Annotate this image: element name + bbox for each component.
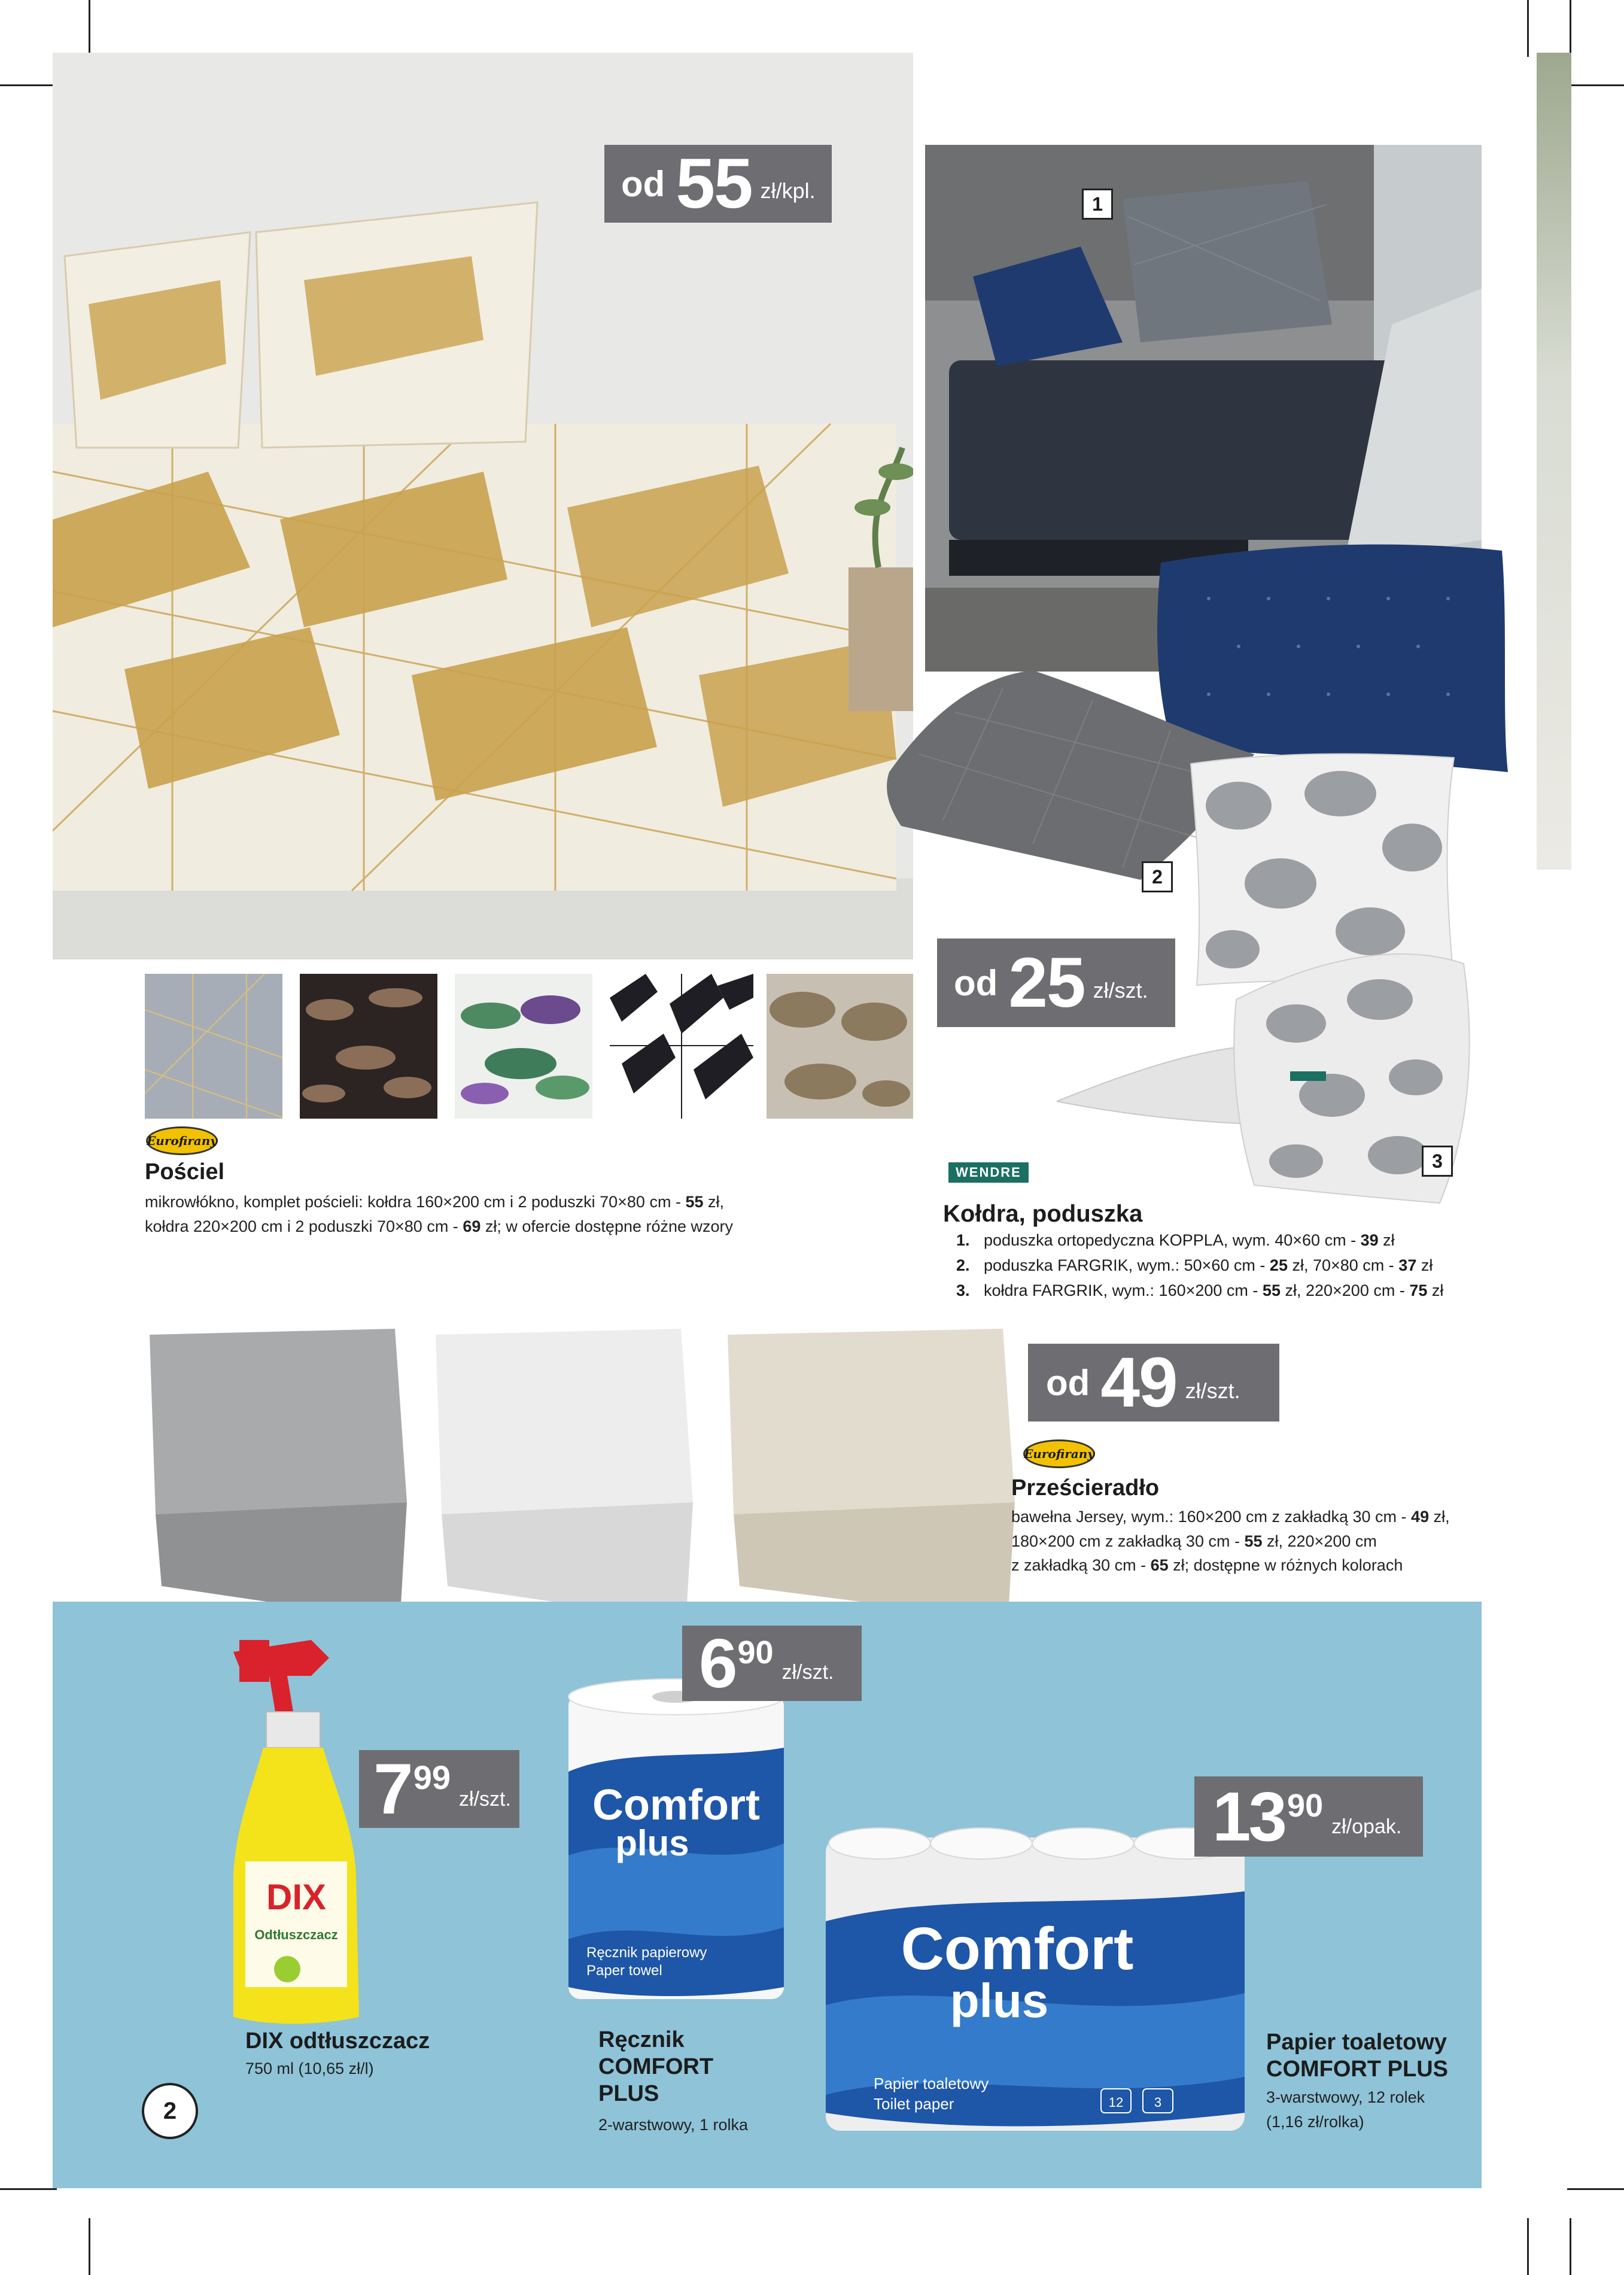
page-number: 2 [142, 2083, 198, 2139]
pillows-title: Kołdra, poduszka [943, 1201, 1143, 1227]
sheet-desc-line3: z zakładką 30 cm - 65 zł; dostępne w różnych kolorach [1011, 1556, 1403, 1574]
sheet-title: Prześcieradło [1011, 1475, 1160, 1501]
toilet-pack-ply: 3 [1154, 2095, 1162, 2110]
towel-title-line2: COMFORT [598, 2054, 714, 2079]
price-prefix: od [621, 163, 665, 204]
price-unit: zł/szt. [459, 1788, 511, 1811]
towel-title [598, 2027, 713, 2107]
toilet-pack-plus: plus [950, 1974, 1049, 2027]
price-value: 49 [1100, 1343, 1177, 1422]
item-number-box-2: 2 [1142, 861, 1173, 892]
pillows-price-tag [937, 938, 1175, 1027]
pattern-swatch-beige-leaves [767, 974, 913, 1119]
toilet-description [1266, 2085, 1425, 2134]
towel-price-tag [682, 1626, 862, 1701]
toilet-desc-line2: (1,16 zł/rolka) [1266, 2112, 1364, 2131]
crop-mark [1570, 0, 1571, 57]
price-main: 6 [699, 1624, 735, 1702]
price-prefix: od [954, 962, 998, 1003]
pillows-item-1: 1. poduszka ortopedyczna KOPPLA, wym. 40×60 cm - 39 zł [956, 1231, 1395, 1249]
bedding-title: Pościel [145, 1159, 225, 1184]
price-unit: zł/opak. [1331, 1815, 1402, 1838]
sheet-desc-line1: bawełna Jersey, wym.: 160×200 cm z zakładką 30 cm - 49 zł, [1011, 1508, 1450, 1526]
toilet-desc-line1: 3-warstwowy, 12 rolek [1266, 2088, 1425, 2106]
eurofirany-logo: Eurofirany [146, 1126, 218, 1155]
item-number-box-3: 3 [1422, 1146, 1453, 1177]
toilet-price-tag [1194, 1776, 1423, 1857]
pattern-swatch-dark-palms [300, 974, 437, 1119]
dix-title: DIX odtłuszczacz [245, 2028, 430, 2054]
price-unit: zł/szt. [1185, 1378, 1240, 1403]
paper-towel-photo [562, 1676, 790, 2011]
toilet-title-line2: COMFORT PLUS [1266, 2056, 1448, 2082]
towel-pack-label-en: Paper towel [586, 1963, 662, 1979]
price-unit: zł/szt. [781, 1661, 834, 1684]
toilet-pack-count: 12 [1108, 2095, 1124, 2110]
price-unit: zł/kpl. [760, 178, 816, 203]
price-cents: 90 [737, 1635, 774, 1670]
crop-mark [0, 84, 57, 86]
pillows-item-list [956, 1228, 1483, 1304]
price-main: 7 [373, 1749, 411, 1829]
dix-label-text: Odtłuszczacz [254, 1927, 338, 1942]
toilet-title [1266, 2029, 1448, 2083]
sheet-white-photo [430, 1323, 699, 1610]
towel-description: 2-warstwowy, 1 rolka [598, 2116, 749, 2134]
price-cents: 99 [413, 1758, 451, 1796]
toilet-paper-pack-photo [820, 1826, 1251, 2137]
sheet-description [1011, 1505, 1490, 1578]
bedding-desc-line1: mikrowłókno, komplet pościeli: kołdra 160×200 cm i 2 poduszki 70×80 cm - 55 zł, [145, 1193, 724, 1211]
toilet-pack-brand: Comfort [901, 1915, 1134, 1982]
towel-pack-brand: Comfort [592, 1781, 760, 1829]
crop-mark [89, 2218, 90, 2275]
price-cents: 90 [1287, 1788, 1324, 1824]
toilet-title-line1: Papier toaletowy [1266, 2030, 1447, 2055]
crop-mark [1570, 2218, 1571, 2275]
price-main: 13 [1212, 1778, 1285, 1855]
price-value: 25 [1008, 943, 1085, 1022]
pattern-swatch-geometric-grey [145, 974, 282, 1119]
bedding-price-tag [604, 145, 832, 223]
wendre-logo: WENDRE [948, 1162, 1029, 1183]
pillows-item-2: 2. poduszka FARGRIK, wym.: 50×60 cm - 25 zł, 70×80 cm - 37 zł [956, 1256, 1433, 1274]
price-value: 55 [676, 144, 752, 223]
crop-mark [1527, 0, 1529, 57]
eurofirany-logo: Eurofirany [1023, 1439, 1095, 1468]
dix-label-brand: DIX [266, 1877, 327, 1917]
pattern-swatch-tropical [455, 974, 592, 1119]
bedding-description [145, 1190, 833, 1238]
towel-title-line1: Ręcznik [598, 2027, 685, 2052]
towel-pack-label-pl: Ręcznik papierowy [586, 1945, 707, 1961]
dix-price-tag [359, 1750, 519, 1828]
price-prefix: od [1046, 1362, 1090, 1403]
towel-title-line3: PLUS [598, 2080, 659, 2106]
crop-mark [1567, 84, 1624, 86]
pillows-item-3: 3. kołdra FARGRIK, wym.: 160×200 cm - 55 zł, 220×200 cm - 75 zł [956, 1281, 1444, 1299]
sheet-price-tag [1028, 1344, 1279, 1422]
bleed-photo-strip [1537, 53, 1571, 870]
towel-pack-plus: plus [615, 1823, 689, 1863]
crop-mark [1567, 2188, 1624, 2190]
crop-mark [1527, 2218, 1529, 2275]
dix-bottle-photo [221, 1634, 365, 2029]
crop-mark [89, 0, 90, 57]
sheet-grey-photo [144, 1323, 413, 1610]
crop-mark [0, 2188, 57, 2190]
sheet-desc-line2: 180×200 cm z zakładką 30 cm - 55 zł, 220×200 cm [1011, 1532, 1377, 1550]
item-number-box-1: 1 [1082, 189, 1113, 220]
pattern-swatch-black-geometric [610, 974, 753, 1119]
dix-description: 750 ml (10,65 zł/l) [245, 2060, 374, 2077]
sheet-beige-photo [722, 1323, 1021, 1610]
price-unit: zł/szt. [1093, 978, 1148, 1003]
bedding-desc-line2: kołdra 220×200 cm i 2 poduszki 70×80 cm - 69 zł; w ofercie dostępne różne wzory [145, 1217, 734, 1235]
toilet-pack-label-pl: Papier toaletowy [874, 2074, 989, 2092]
toilet-pack-label-en: Toilet paper [874, 2095, 954, 2113]
